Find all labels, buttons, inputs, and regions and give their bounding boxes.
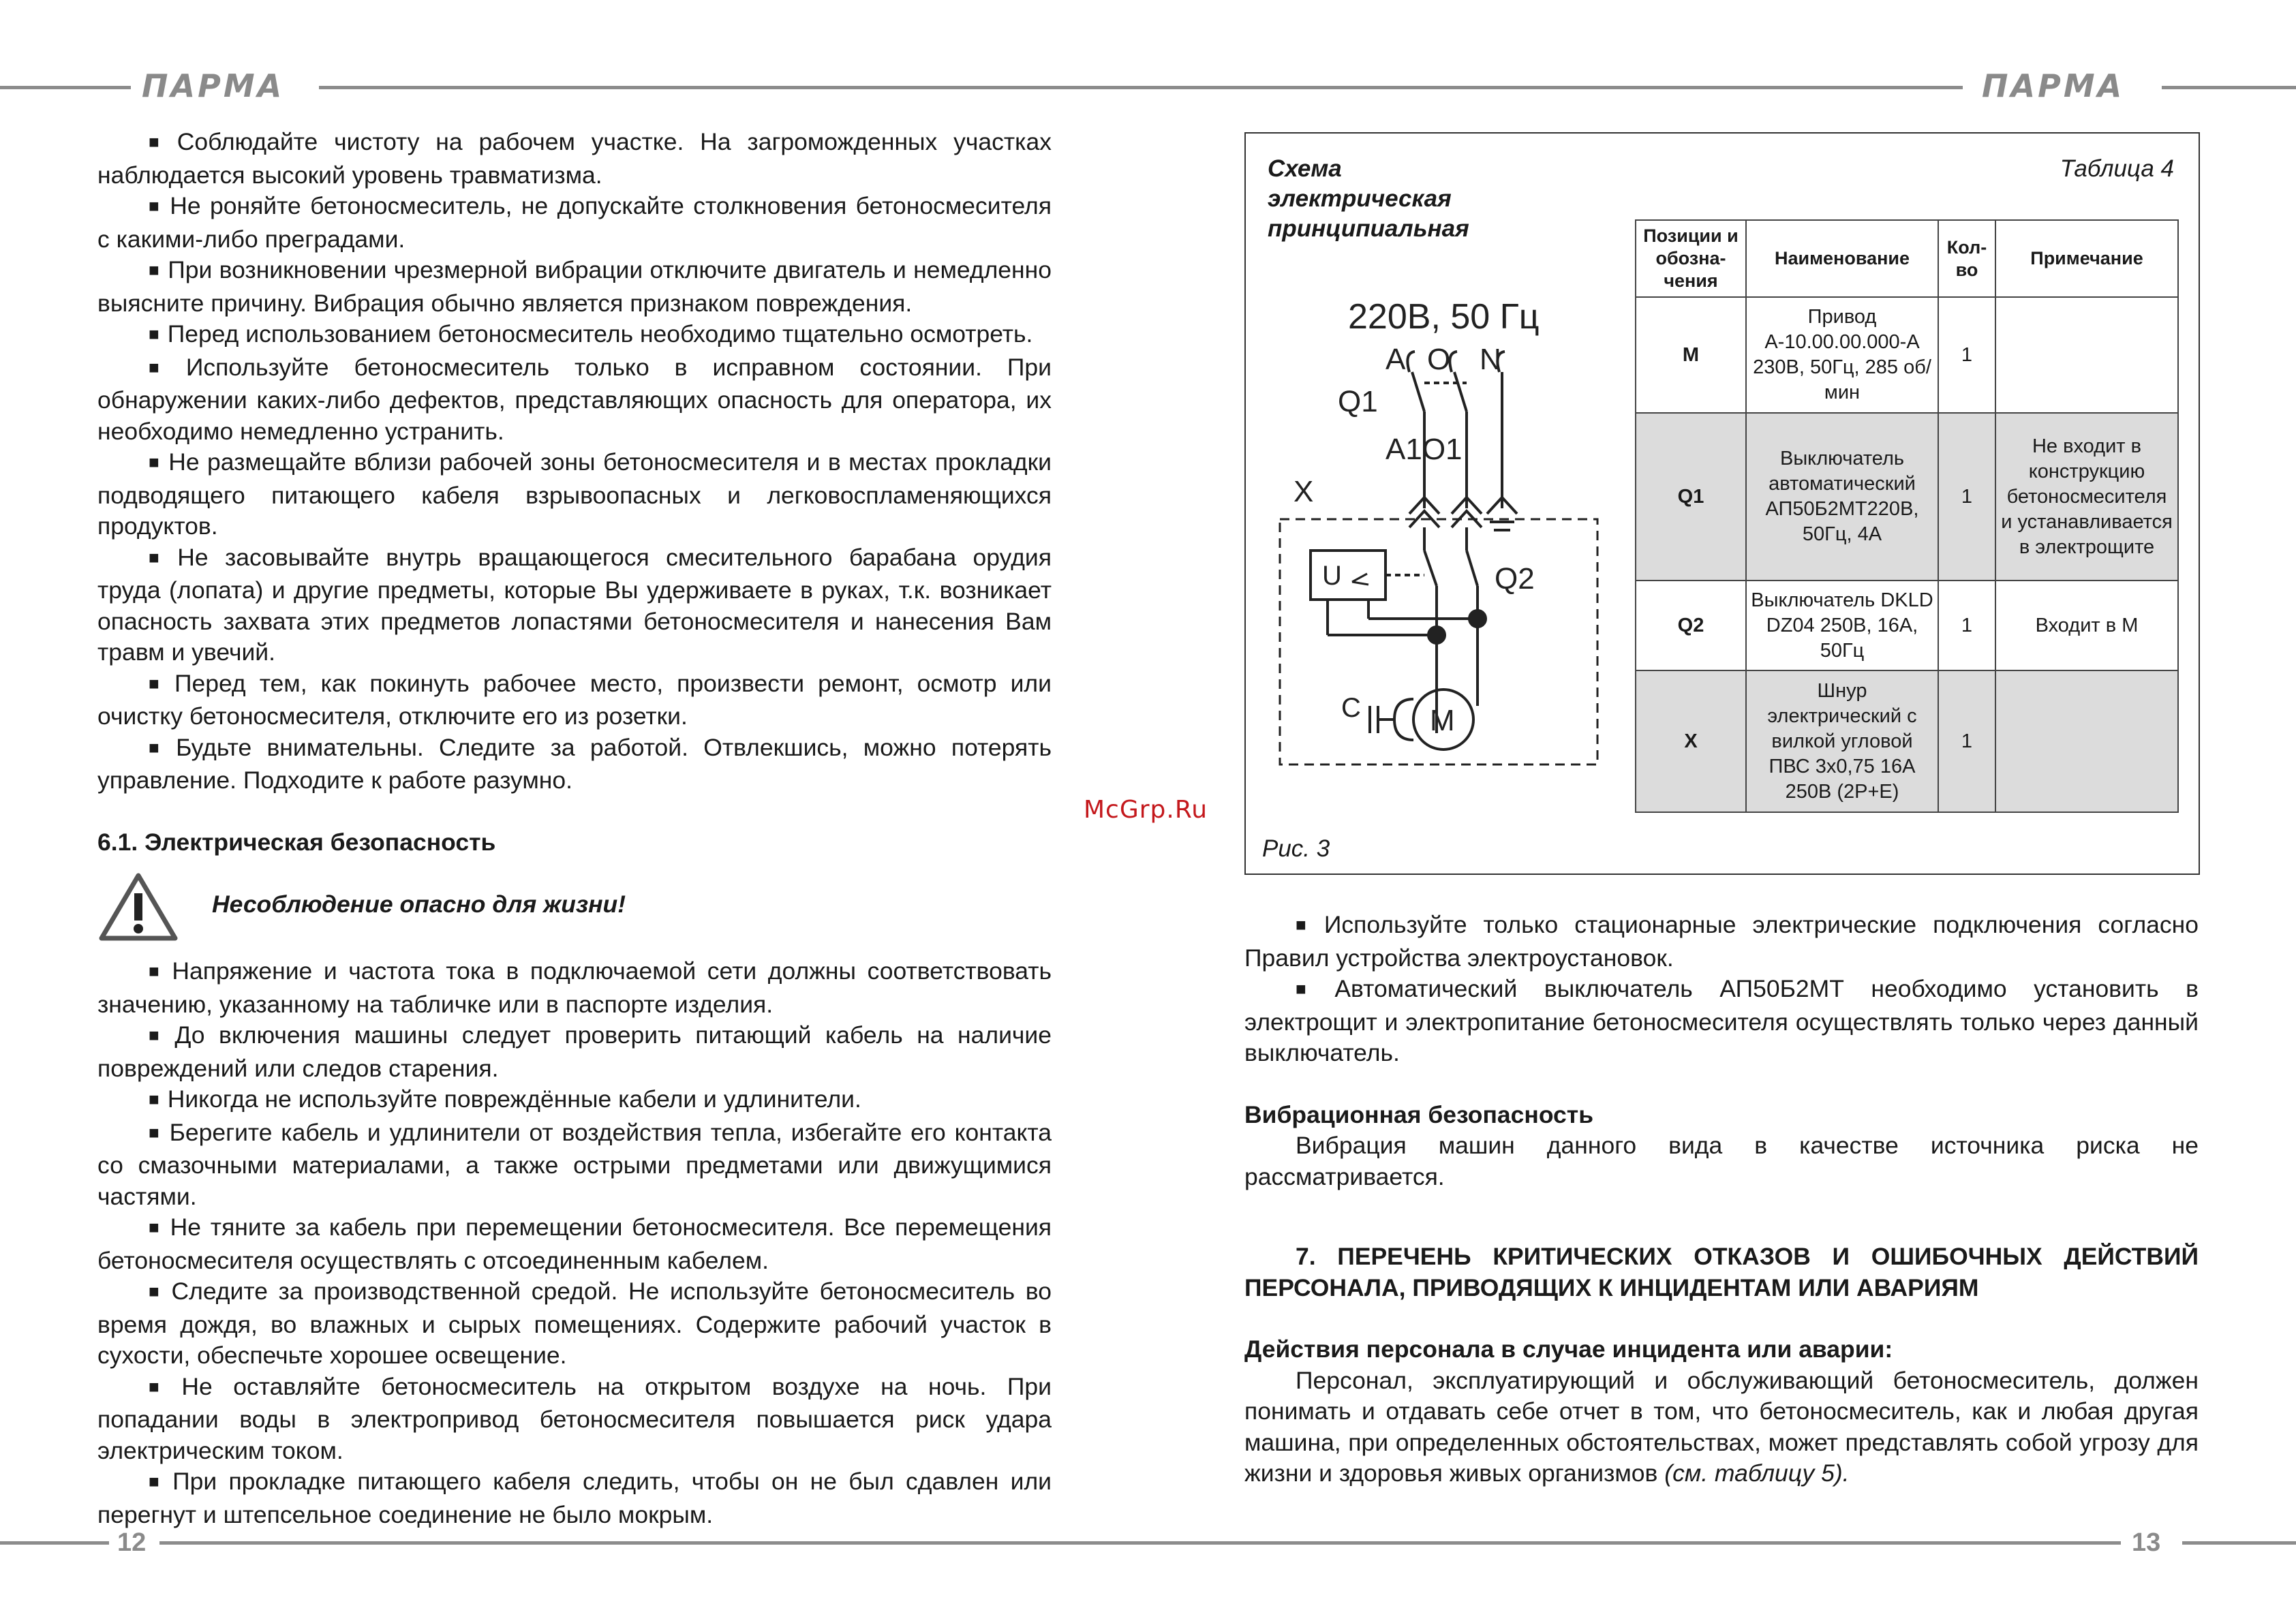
bullet-paragraph: ■ Не роняйте бетоносмеситель, не допускайте столкновения бетоносмесителя с какими-либо преградами.	[97, 191, 1052, 255]
bullet-paragraph: ■ Берегите кабель и удлинители от воздействия тепла, избегайте его контакта со смазочными материалами, а также острыми предметами или движущимися частями.	[97, 1117, 1052, 1213]
actions-paragraph	[1244, 1365, 2199, 1489]
table-cell-qty: 1	[1938, 581, 1995, 670]
bullet-paragraph: ■ Используйте только стационарные электрические подключения согласно Правил устройства электроустановок.	[1244, 910, 2199, 974]
page-number-left: 12	[117, 1528, 147, 1557]
actions-heading: Действия персонала в случае инцидента или аварии:	[1244, 1335, 1893, 1363]
table-cell-note	[1995, 297, 2178, 413]
table-cell-note	[1995, 670, 2178, 812]
table-label: Таблица 4	[2060, 155, 2174, 182]
warning-triangle-icon	[97, 871, 179, 942]
bullet-paragraph: ■ Следите за производственной средой. Не используйте бетоносмеситель во время дождя, во влажных и сырых помещениях. Содержите рабочий участок в сухости, обеспечьте хорошее освещение.	[97, 1276, 1052, 1372]
bullet-paragraph: ■ При возникновении чрезмерной вибрации отключите двигатель и немедленно выясните причину. Вибрация обычно является признаком повреждения.	[97, 255, 1052, 319]
warning-block	[97, 871, 1052, 946]
bullet-paragraph: ■ Не засовывайте внутрь вращающегося смесительного барабана орудия труда (лопата) и другие предметы, которые Вы удерживаете в руках, т.к. возникает опасность захвата этих предметов лопастями бетоносмесителя и нанесения Вам травм и увечий.	[97, 542, 1052, 668]
brand-logo-right: ПАРМА	[1982, 67, 2125, 104]
vibration-text: Вибрация машин данного вида в качестве источника риска не рассматривается.	[1244, 1132, 2199, 1190]
parts-table	[1635, 219, 2179, 813]
section-heading-electrical-safety: 6.1. Электрическая безопасность	[97, 828, 496, 856]
right-column	[1244, 910, 2199, 1489]
bullet-paragraph: ■ Не размещайте вблизи рабочей зоны бетоносмесителя и в местах прокладки подводящего питающего кабеля взрывоопасных и легковоспламеняющихся продуктов.	[97, 447, 1052, 542]
label-q2: Q2	[1495, 562, 1535, 596]
header-rule-right	[2162, 86, 2296, 89]
footer-rule-right	[2182, 1541, 2296, 1545]
watermark: McGrp.Ru	[1084, 796, 1208, 824]
section-7-heading: 7. ПЕРЕЧЕНЬ КРИТИЧЕСКИХ ОТКАЗОВ И ОШИБОЧНЫХ ДЕЙСТВИЙ ПЕРСОНАЛА, ПРИВОДЯЩИХ К ИНЦИДЕНТАМ ИЛИ АВАРИЯМ	[1244, 1243, 2199, 1301]
supply-label: 220В, 50 Гц	[1348, 297, 1540, 337]
bullet-paragraph: ■ Никогда не используйте повреждённые кабели и удлинители.	[97, 1084, 1052, 1117]
label-o: O	[1427, 343, 1451, 376]
warning-text: Несоблюдение опасно для жизни!	[212, 891, 626, 918]
footer-rule-middle	[159, 1541, 2121, 1545]
label-n: N	[1480, 343, 1501, 376]
bullet-paragraph: ■ Автоматический выключатель АП50Б2МТ необходимо установить в электрощит и электропитание бетоносмесителя осуществлять только через данный выключатель.	[1244, 974, 2199, 1069]
label-m: M	[1430, 704, 1455, 737]
table-header-cell: Наименование	[1746, 220, 1938, 297]
table-row	[1636, 297, 2178, 413]
table-cell-name: Привод А-10.00.00.000-А 230В, 50Гц, 285 об/мин	[1746, 297, 1938, 413]
bullet-paragraph: ■ При прокладке питающего кабеля следить, чтобы он не был сдавлен или перегнут и штепсельное соединение не было мокрым.	[97, 1466, 1052, 1530]
label-x: X	[1294, 475, 1314, 508]
header-rule-left	[0, 86, 131, 89]
label-a1o1: A1O1	[1386, 433, 1463, 466]
figure-box	[1244, 132, 2200, 875]
table-cell-position: M	[1636, 297, 1746, 413]
bullet-paragraph: ■ До включения машины следует проверить питающий кабель на наличие повреждений или следов старения.	[97, 1020, 1052, 1084]
vibration-heading: Вибрационная безопасность	[1244, 1100, 1594, 1128]
bullet-paragraph: ■ Не тяните за кабель при перемещении бетоносмесителя. Все перемещения бетоносмесителя осуществлять с отсоединенным кабелем.	[97, 1212, 1052, 1276]
table-cell-name: Выключатель DKLD DZ04 250В, 16А, 50Гц	[1746, 581, 1938, 670]
table-cell-name: Выключатель автоматический АП50Б2МТ220В, 50Гц, 4А	[1746, 413, 1938, 581]
table-cell-qty: 1	[1938, 297, 1995, 413]
table-header-cell: Кол-во	[1938, 220, 1995, 297]
label-c: C	[1341, 693, 1361, 723]
table-cell-qty: 1	[1938, 670, 1995, 812]
left-column	[97, 127, 1052, 1530]
footer-rule-left	[0, 1541, 109, 1545]
table-cell-position: Q1	[1636, 413, 1746, 581]
header-rule-middle	[319, 86, 1963, 89]
label-u: U	[1322, 561, 1342, 591]
table-cell-qty: 1	[1938, 413, 1995, 581]
table-cell-position: Q2	[1636, 581, 1746, 670]
table-header-cell: Примечание	[1995, 220, 2178, 297]
table-cell-name: Шнур электрический с вилкой угловой ПВС 3х0,75 16А 250В (2Р+Е)	[1746, 670, 1938, 812]
circuit-schematic	[1246, 297, 1627, 829]
table-row	[1636, 670, 2178, 812]
figure-caption: Рис. 3	[1262, 835, 1330, 862]
bullet-paragraph: ■ Перед тем, как покинуть рабочее место, произвести ремонт, осмотр или очистку бетоносмесителя, отключите его из розетки.	[97, 668, 1052, 732]
page-number-right: 13	[2132, 1528, 2161, 1557]
label-q1: Q1	[1338, 385, 1378, 418]
bullet-paragraph: ■ Перед использованием бетоносмеситель необходимо тщательно осмотреть.	[97, 319, 1052, 352]
table-header-cell: Позиции и обозна-чения	[1636, 220, 1746, 297]
table-header-row	[1636, 220, 2178, 297]
table-row	[1636, 413, 2178, 581]
bullet-paragraph: ■ Используйте бетоносмеситель только в исправном состоянии. При обнаружении каких-либо дефектов, представляющих опасность для оператора, их необходимо немедленно устранить.	[97, 352, 1052, 448]
bullet-paragraph: ■ Будьте внимательны. Следите за работой. Отвлекшись, можно потерять управление. Подходите к работе разумно.	[97, 732, 1052, 797]
bullet-paragraph: ■ Не оставляйте бетоносмеситель на открытом воздухе на ночь. При попадании воды в электропривод бетоносмесителя повышается риск удара электрическим током.	[97, 1372, 1052, 1467]
brand-logo-left: ПАРМА	[142, 67, 285, 104]
label-a: A	[1386, 343, 1406, 376]
actions-text: Персонал, эксплуатирующий и обслуживающий бетоносмеситель, должен понимать и отдавать себе отчет в том, что бетоносмеситель, как и любая другая машина, при определенных обстоятельствах, может представлять собой угрозу для жизни и здоровья живых организмов	[1244, 1366, 2199, 1487]
table-cell-position: X	[1636, 670, 1746, 812]
table-row	[1636, 581, 2178, 670]
bullet-paragraph: ■ Соблюдайте чистоту на рабочем участке. На загроможденных участках наблюдается высокий уровень травматизма.	[97, 127, 1052, 191]
table-cell-note: Входит в М	[1995, 581, 2178, 670]
figure-title: Схема электрическая принципиальная	[1268, 155, 1469, 242]
actions-table-reference: (см. таблицу 5).	[1664, 1459, 1850, 1487]
table-cell-note: Не входит в конструкцию бетоносмесителя и устанавливается в электрощите	[1995, 413, 2178, 581]
bullet-paragraph: ■ Напряжение и частота тока в подключаемой сети должны соответствовать значению, указанному на табличке или в паспорте изделия.	[97, 956, 1052, 1020]
